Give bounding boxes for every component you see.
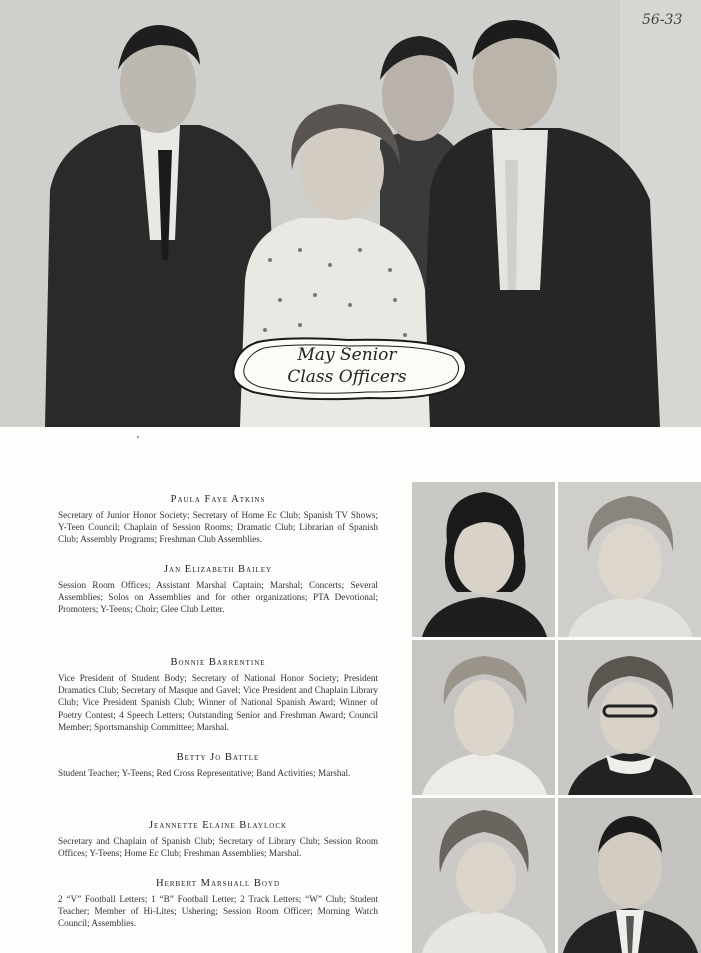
bio-entry	[58, 494, 378, 546]
bio-text: Vice President of Student Body; Secretary of National Honor Society; President Dramatics Club; Secretary of Masque and Gavel; Vice President and Chaplain Library Club; Vice President Spanish Club; Winner of National Spanish Award; Winner of Poetry Contest; 4 Speech Letters; Outstanding Senior and Freshman Award; Council Member; Sportsmanship Committee; Marshal.	[58, 673, 378, 732]
portrait-atkins	[412, 482, 555, 637]
caption-line-1: May Senior	[297, 345, 397, 365]
caption-text	[262, 344, 432, 388]
bio-entry	[58, 820, 378, 859]
bio-text: Session Room Offices; Assistant Marshal Captain; Marshal; Concerts; Several Assemblies; Solos on Assemblies and for other organizations; PTA Devotional; Promoters; Y-Teens; Choir; Glee Club Letter.	[58, 580, 378, 615]
portrait-grid	[410, 480, 701, 950]
bio-entry	[58, 657, 378, 733]
portrait-blaylock	[412, 798, 555, 953]
bio-name: Paula Faye Atkins	[170, 494, 266, 505]
portrait-barrentine	[412, 640, 555, 795]
portrait-bailey	[558, 482, 701, 637]
portrait-boyd	[558, 798, 701, 953]
bio-text: 2 “V” Football Letters; 1 “B” Football Letter; 2 Track Letters; “W” Club; Student Teacher; Member of Hi-Lites; Ushering; Session Room Officer; Morning Watch Council; Assemblies.	[58, 894, 378, 929]
page-number: 56-33	[642, 12, 683, 28]
bio-entry	[58, 752, 378, 779]
bio-entry	[58, 878, 378, 930]
stray-mark	[137, 436, 139, 438]
bio-name: Herbert Marshall Boyd	[155, 878, 281, 889]
bio-name: Jan Elizabeth Bailey	[163, 564, 273, 575]
bio-text: Student Teacher; Y-Teens; Red Cross Representative; Band Activities; Marshal.	[58, 768, 351, 778]
bio-name: Jeannette Elaine Blaylock	[148, 820, 288, 831]
bio-name: Bonnie Barrentine	[170, 657, 266, 668]
bio-text: Secretary and Chaplain of Spanish Club; Secretary of Library Club; Session Room Offices; Y-Teens; Home Ec Club; Freshman Assemblies; Marshal.	[58, 836, 378, 859]
bio-name: Betty Jo Battle	[176, 752, 260, 763]
bio-entry	[58, 564, 378, 616]
caption-line-2: Class Officers	[287, 367, 407, 387]
bio-text: Secretary of Junior Honor Society; Secretary of Home Ec Club; Spanish TV Shows; Y-Teen Council; Chaplain of Session Rooms; Dramatic Club; Librarian of Spanish Club; Assembly Programs; Freshman Club Assemblies.	[58, 510, 378, 545]
portrait-battle	[558, 640, 701, 795]
